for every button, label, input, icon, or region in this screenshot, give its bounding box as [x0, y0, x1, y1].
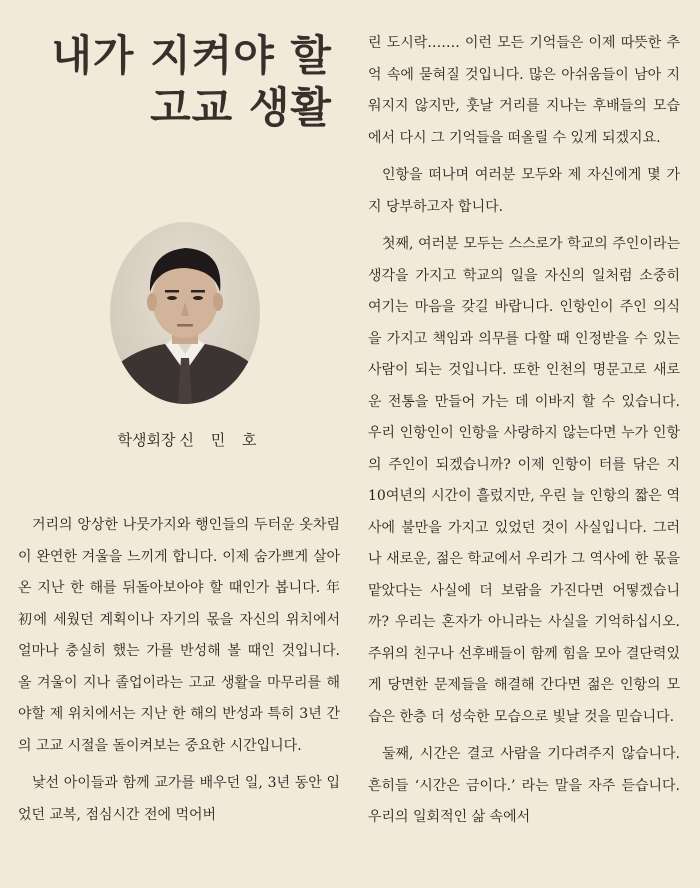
right-column [368, 28, 680, 834]
body-paragraph: 거리의 앙상한 나뭇가지와 행인들의 두터운 옷차림이 완연한 겨울을 느끼게 합니다. 이제 숨가쁘게 살아온 지난 한 해를 뒤돌아보아야 할 때인가 봅니다. 年初에 세웠던 계획이나 자기의 몫을 자신의 위치에서 얼마나 충실히 했는 가를 반성해 볼 때인 것입니다. 올 겨울이 지나 졸업이라는 고교 생활을 마무리를 해야할 제 위치에서는 지난 한 해의 반성과 특히 3년 간의 고교 시절을 돌이켜보는 중요한 시간입니다. [18, 517, 340, 754]
title-line-1: 내가 지켜야 할 [51, 31, 332, 80]
body-paragraph: 둘째, 시간은 결코 사람을 기다려주지 않습니다. 흔히들 ‘시간은 금이다.’ 라는 말을 자주 듣습니다. 우리의 일회적인 삶 속에서 [368, 746, 680, 825]
left-column [18, 510, 340, 831]
article-title [51, 30, 332, 134]
body-paragraph: 낯선 아이들과 함께 교가를 배우던 일, 3년 동안 입었던 교복, 점심시간 전에 먹어버 [18, 775, 340, 823]
author-portrait [110, 222, 260, 404]
body-paragraph: 린 도시락……. 이런 모든 기억들은 이제 따뜻한 추억 속에 묻혀질 것입니다. 많은 아쉬움들이 남아 지워지지 않지만, 훗날 거리를 지나는 후배들의 모습에서 다시 그 기억들을 떠올릴 수 있게 되겠지요. [368, 35, 680, 146]
body-paragraph: 인항을 떠나며 여러분 모두와 제 자신에게 몇 가지 당부하고자 합니다. [368, 167, 680, 215]
body-paragraph: 첫째, 여러분 모두는 스스로가 학교의 주인이라는 생각을 가지고 학교의 일을 자신의 일처럼 소중히 여기는 마음을 갖길 바랍니다. 인항인이 주인 의식을 가지고 책임과 의무를 다할 때 인정받을 수 있는 사람이 되는 것입니다. 또한 인천의 명문고로 새로운 전통을 만들어 가는 데 이바지 할 수 있습니다. 우리 인항인이 인항을 사랑하지 않는다면 누가 인항의 주인이 되겠습니까? 이제 인항이 터를 닦은 지 10여년의 시간이 흘렀지만, 우린 늘 인항의 짧은 역사에 불만을 가지고 있었던 것이 사실입니다. 그러나 새로운, 젊은 학교에서 우리가 그 역사에 한 몫을 맡았다는 사실에 더 보람을 가진다면 어떻겠습니까? 우리는 혼자가 아니라는 사실을 기억하십시오. 주위의 친구나 선후배들이 함께 힘을 모아 결단력있게 당면한 문제들을 해결해 간다면 젊은 인항의 모습은 한층 더 성숙한 모습으로 빛날 것을 믿습니다. [368, 236, 680, 725]
author-byline [40, 429, 340, 450]
author-name: 신 민 호 [179, 431, 263, 449]
author-role: 학생회장 [117, 431, 176, 449]
title-line-2: 고교 생활 [150, 83, 332, 132]
